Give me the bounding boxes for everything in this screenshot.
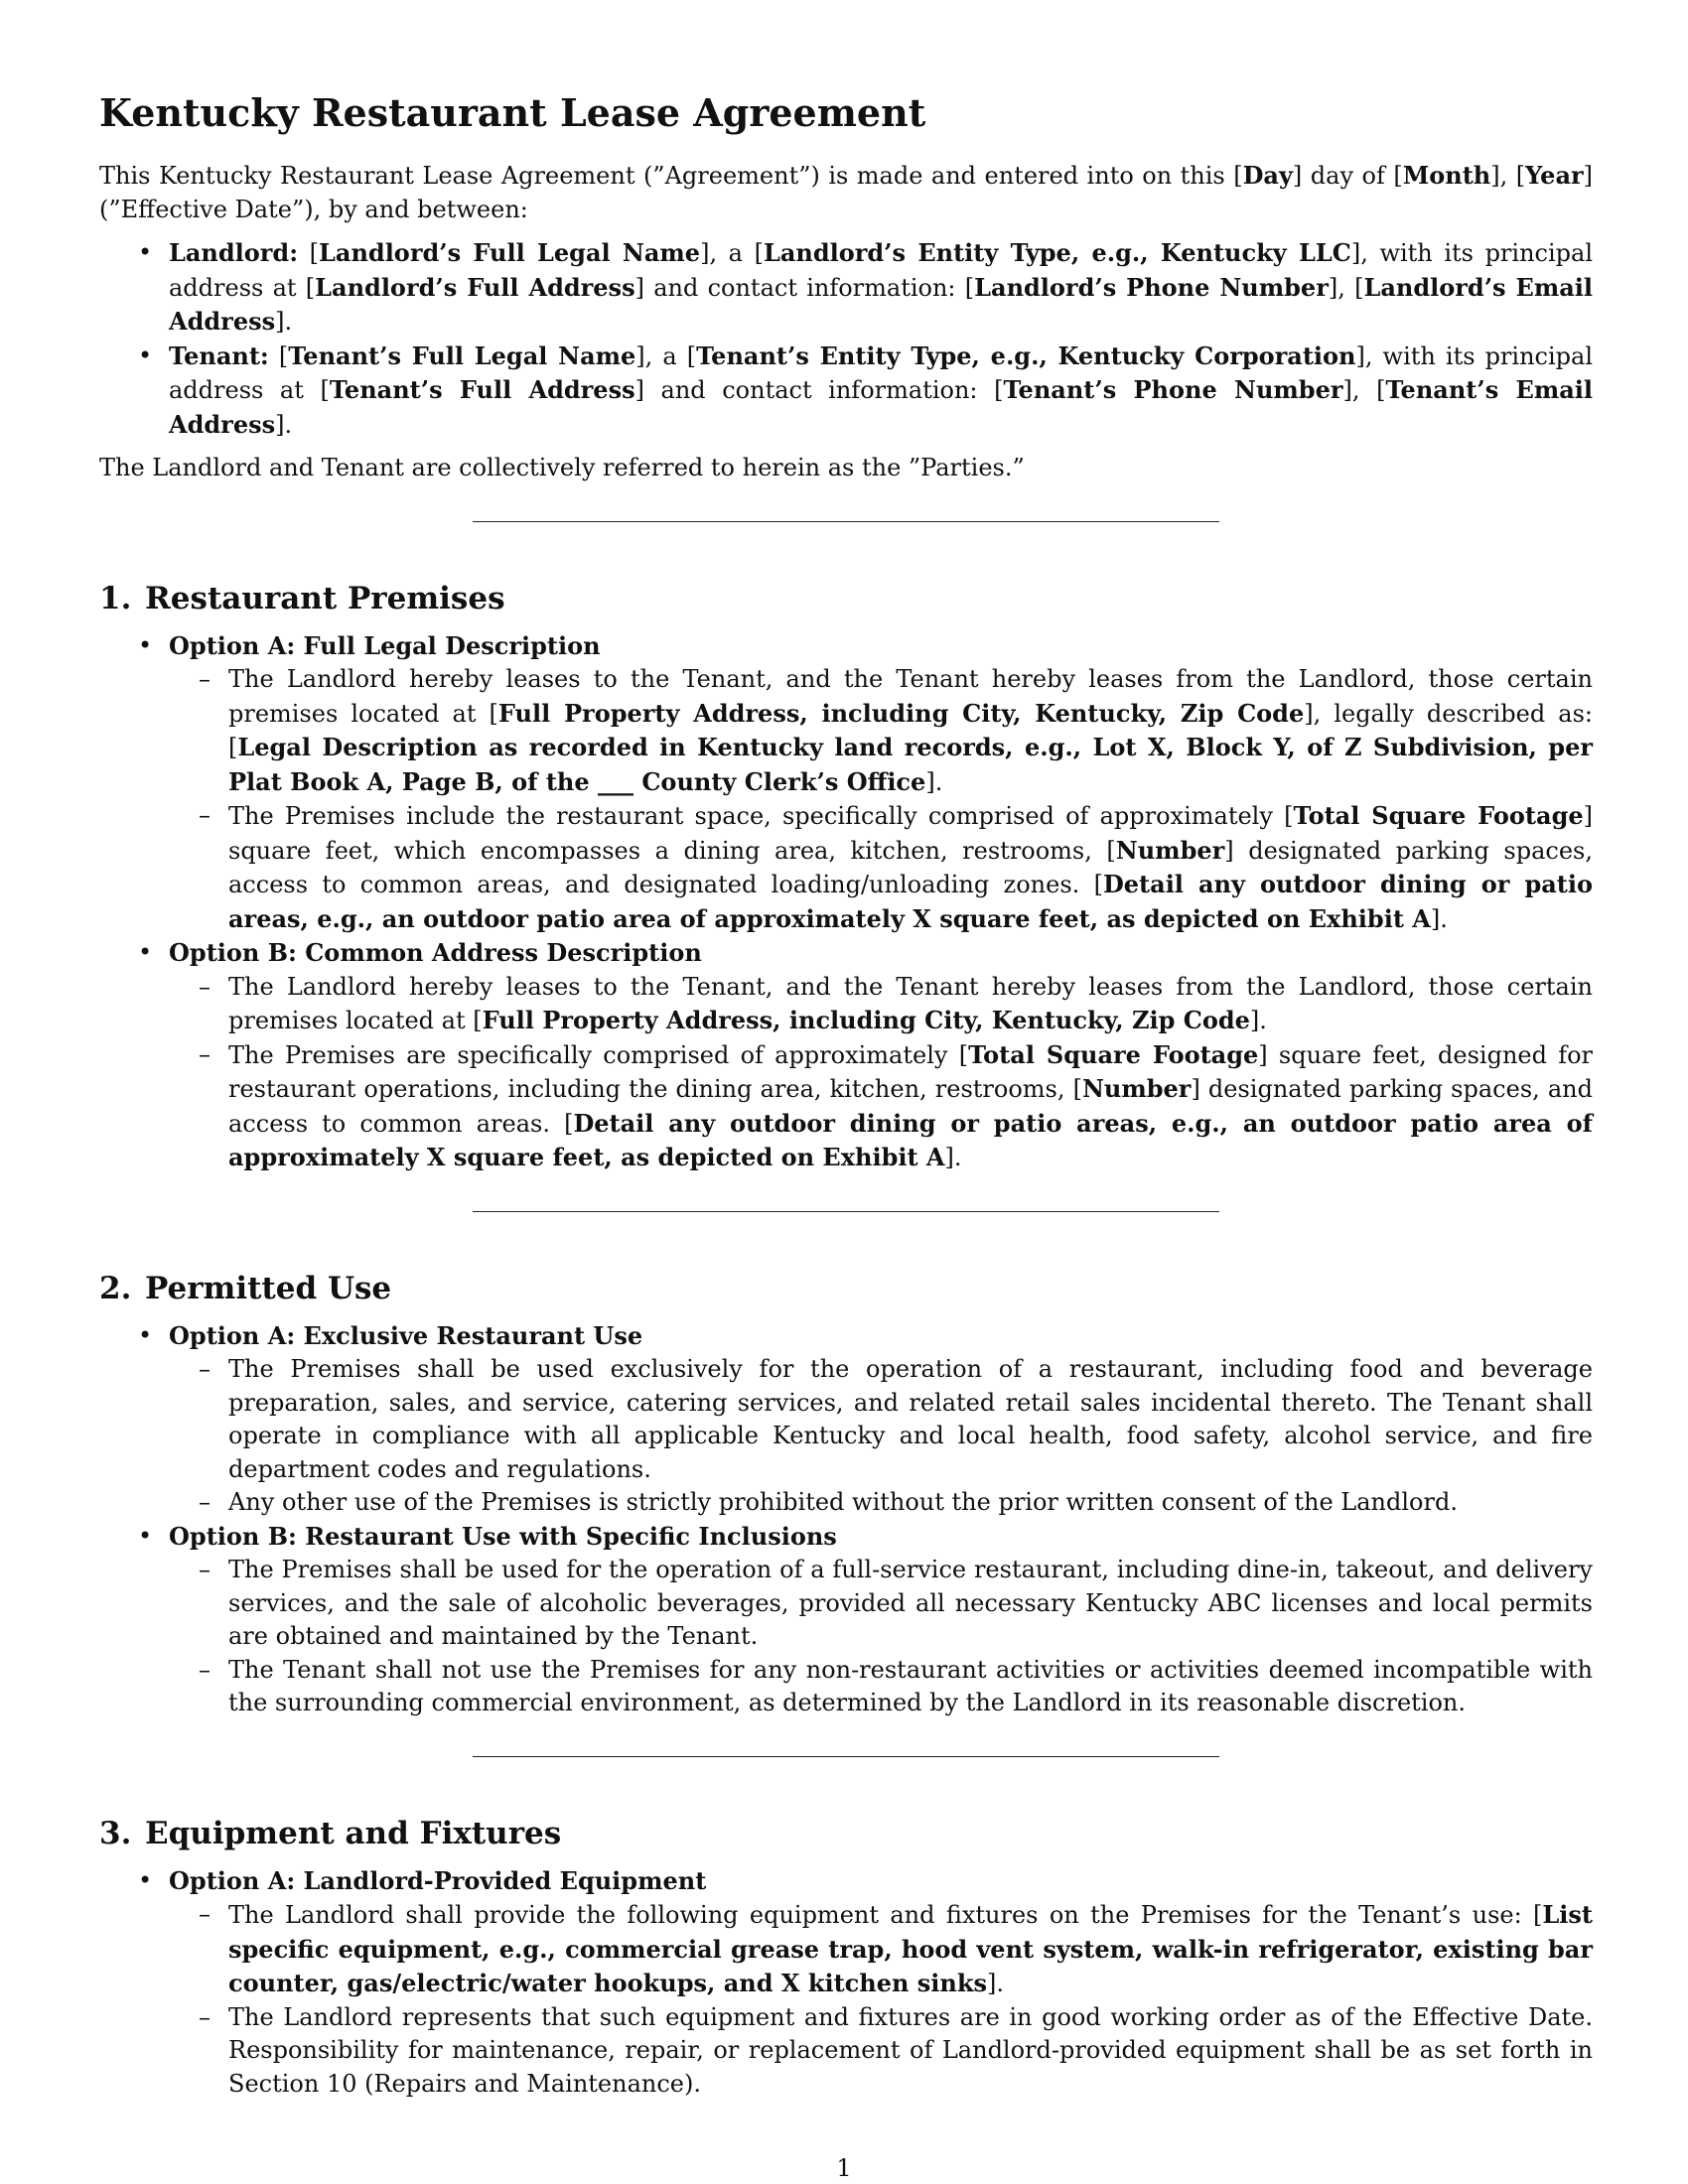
section-1-options	[99, 629, 1593, 1175]
section-2-options	[99, 1319, 1593, 1720]
page-number: 1	[836, 2154, 852, 2182]
list-item: – The Premises shall be used exclusively for the operation of a restaurant, including food and beverage preparation, sales, and service, catering services, and related retail sales incidental thereto. The Tenant shall operate in compliance with all applicable Kentucky and local health, food safety, alcohol service, and fire department codes and regulations.	[169, 1353, 1593, 1486]
list-item: – The Premises include the restaurant space, specifically comprised of approximately [Total Square Footage] square feet, which encompasses a dining area, kitchen, restrooms, [Number] designated parking spaces, access to common areas, and designated loading/unloading zones. [Detail any outdoor dining or patio areas, e.g., an outdoor patio area of approximately X square feet, as depicted on Exhibit A].	[169, 799, 1593, 936]
list-item: – The Landlord hereby leases to the Tenant, and the Tenant hereby leases from the Landlord, those certain premises located at [Full Property Address, including City, Kentucky, Zip Code].	[169, 971, 1593, 1038]
option-label: Option A: Landlord-Provided Equipment	[169, 1865, 707, 1895]
intro-paragraph: This Kentucky Restaurant Lease Agreement (”Agreement”) is made and entered into on this [Day] day of [Month], [Year] (”Effective Date”), by and between:	[99, 161, 1594, 223]
section-heading-1: 1. Restaurant Premises	[99, 580, 505, 616]
parties-sentence: The Landlord and Tenant are collectively referred to herein as the ”Parties.”	[99, 454, 1025, 481]
section-heading-3: 3. Equipment and Fixtures	[99, 1815, 562, 1851]
option-label: Option A: Exclusive Restaurant Use	[169, 1320, 643, 1350]
list-item: – The Landlord shall provide the following equipment and fixtures on the Premises for the Tenant’s use: [List specific equipment, e.g., commercial grease trap, hood vent system, walk-in refrigerator, existing bar counter, gas/electric/water hookups, and X kitchen sinks].	[169, 1898, 1593, 2001]
section-divider	[473, 1211, 1219, 1212]
tenant-item: • Tenant: [Tenant’s Full Legal Name], a [Tenant’s Entity Type, e.g., Kentucky Corporation], with its principal address at [Tenant’s Full Address] and contact information: [Tenant’s Phone Number], [Tenant’s Email Address].	[99, 340, 1593, 443]
list-item: – The Tenant shall not use the Premises for any non-restaurant activities or activities deemed incompatible with the surrounding commercial environment, as determined by the Landlord in its reasonable discretion.	[169, 1654, 1593, 1720]
option-item	[99, 1864, 1593, 2102]
landlord-label: Landlord:	[169, 238, 299, 267]
list-item: – The Premises shall be used for the operation of a full-service restaurant, including dine-in, takeout, and delivery services, and the sale of alcoholic beverages, provided all necessary Kentucky ABC licenses and local permits are obtained and maintained by the Tenant.	[169, 1554, 1593, 1654]
section-divider	[473, 1756, 1219, 1757]
option-label: Option A: Full Legal Description	[169, 630, 601, 660]
list-item: – The Landlord represents that such equipment and fixtures are in good working order as of the Effective Date. Responsibility for maintenance, repair, or replacement of Landlord-provided equipment shall be as set forth in Section 10 (Repairs and Maintenance).	[169, 2001, 1593, 2102]
section-divider	[473, 521, 1219, 522]
year-placeholder: Year	[1525, 161, 1584, 190]
month-placeholder: Month	[1402, 161, 1491, 190]
list-item: – The Premises are specifically comprised of approximately [Total Square Footage] square feet, designed for restaurant operations, including the dining area, kitchen, restrooms, [Number] designated parking spaces, and access to common areas. [Detail any outdoor dining or patio areas, e.g., an outdoor patio area of approximately X square feet, as depicted on Exhibit A].	[169, 1038, 1593, 1175]
option-label: Option B: Restaurant Use with Specific Inclusions	[169, 1521, 837, 1551]
tenant-label: Tenant:	[169, 341, 269, 370]
document-page	[99, 87, 1593, 2111]
list-item: – The Landlord hereby leases to the Tenant, and the Tenant hereby leases from the Landlord, those certain premises located at [Full Property Address, including City, Kentucky, Zip Code], legally described as: [Legal Description as recorded in Kentucky land records, e.g., Lot X, Block Y, of Z Subdivision, per Plat Book A, Page B, of the ___ County Clerk’s Office].	[169, 663, 1593, 799]
landlord-item: • Landlord: [Landlord’s Full Legal Name], a [Landlord’s Entity Type, e.g., Kentucky LLC], with its principal address at [Landlord’s Full Address] and contact information: [Landlord’s Phone Number], [Landlord’s Email Address].	[99, 236, 1593, 340]
list-item: – Any other use of the Premises is strictly prohibited without the prior written consent of the Landlord.	[169, 1486, 1593, 1520]
option-item	[99, 936, 1593, 1175]
option-label: Option B: Common Address Description	[169, 938, 702, 967]
parties-list	[99, 236, 1593, 442]
day-placeholder: Day	[1242, 161, 1293, 190]
document-title: Kentucky Restaurant Lease Agreement	[99, 90, 926, 135]
option-item	[99, 629, 1593, 937]
section-3-options	[99, 1864, 1593, 2102]
option-item	[99, 1319, 1593, 1520]
section-heading-2: 2. Permitted Use	[99, 1270, 392, 1306]
option-item	[99, 1520, 1593, 1720]
